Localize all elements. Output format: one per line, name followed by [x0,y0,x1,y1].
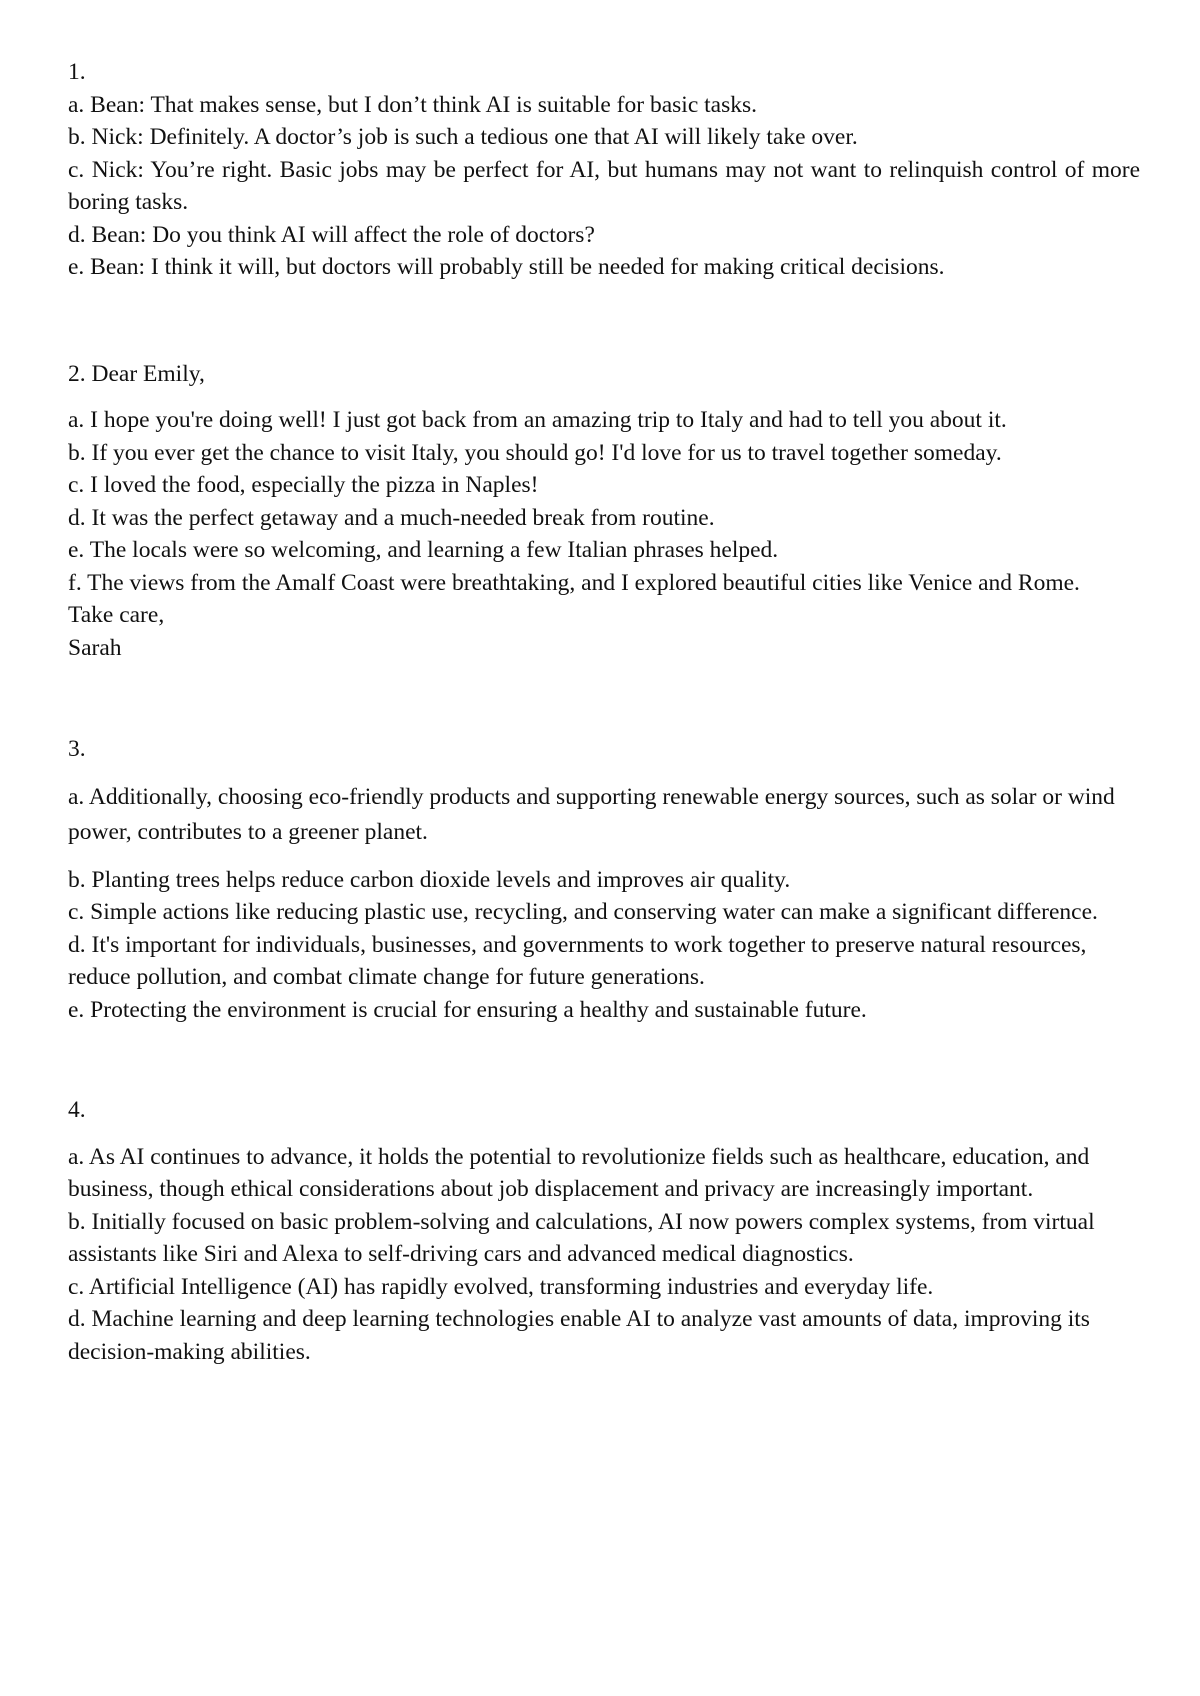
document-page [68,56,1140,1368]
exercise-2-item-b: b. If you ever get the chance to visit Italy, you should go! I'd love for us to travel together someday. [68,439,1002,466]
exercise-2-signature: Sarah [68,634,122,661]
exercise-2-salutation: 2. Dear Emily, [68,360,205,387]
exercise-1-item-b: b. Nick: Definitely. A doctor’s job is such a tedious one that AI will likely take over. [68,124,858,150]
exercise-2-closing: Take care, [68,602,165,628]
exercise-3-item-c: c. Simple actions like reducing plastic use, recycling, and conserving water can make a significant difference. [68,899,1098,925]
exercise-1-item-d: d. Bean: Do you think AI will affect the role of doctors? [68,221,595,248]
exercise-1-item-a: a. Bean: That makes sense, but I don’t think AI is suitable for basic tasks. [68,91,757,118]
exercise-2-item-d: d. It was the perfect getaway and a much-needed break from routine. [68,504,715,531]
exercise-2 [68,358,1140,665]
exercise-4-item-c: c. Artificial Intelligence (AI) has rapidly evolved, transforming industries and everyday life. [68,1273,934,1300]
exercise-1-item-e: e. Bean: I think it will, but doctors will probably still be needed for making critical decisions. [68,254,945,280]
exercise-3-item-b: b. Planting trees helps reduce carbon dioxide levels and improves air quality. [68,866,791,893]
exercise-2-item-a: a. I hope you're doing well! I just got back from an amazing trip to Italy and had to tell you about it. [68,407,1007,433]
exercise-4-number: 4. [68,1097,86,1123]
exercise-4 [68,1094,1140,1368]
exercise-3-item-a: a. Additionally, choosing eco-friendly products and supporting renewable energy sources, such as solar or wind power, contributes to a greener planet. [68,783,1115,845]
exercise-4-item-b: b. Initially focused on basic problem-solving and calculations, AI now powers complex systems, from virtual assistants like Siri and Alexa to self-driving cars and advanced medical diagnostics. [68,1208,1095,1267]
exercise-2-item-c: c. I loved the food, especially the pizza in Naples! [68,472,539,498]
exercise-3-item-e: e. Protecting the environment is crucial for ensuring a healthy and sustainable future. [68,996,867,1023]
exercise-4-item-d: d. Machine learning and deep learning technologies enable AI to analyze vast amounts of data, improving its decision-making abilities. [68,1306,1090,1365]
exercise-3 [68,733,1140,1026]
exercise-3-number: 3. [68,736,86,762]
exercise-1-number: 1. [68,59,86,85]
exercise-4-item-a: a. As AI continues to advance, it holds the potential to revolutionize fields such as healthcare, education, and business, though ethical considerations about job displacement and privacy are increasingly important. [68,1143,1090,1202]
exercise-2-item-f: f. The views from the Amalf Coast were breathtaking, and I explored beautiful cities like Venice and Rome. [68,569,1080,596]
exercise-1 [68,56,1140,284]
exercise-1-item-c: c. Nick: You’re right. Basic jobs may be perfect for AI, but humans may not want to relinquish control of more boring tasks. [68,156,1140,215]
exercise-2-item-e: e. The locals were so welcoming, and learning a few Italian phrases helped. [68,537,779,563]
exercise-3-item-d: d. It's important for individuals, businesses, and governments to work together to preserve natural resources, reduce pollution, and combat climate change for future generations. [68,931,1087,990]
